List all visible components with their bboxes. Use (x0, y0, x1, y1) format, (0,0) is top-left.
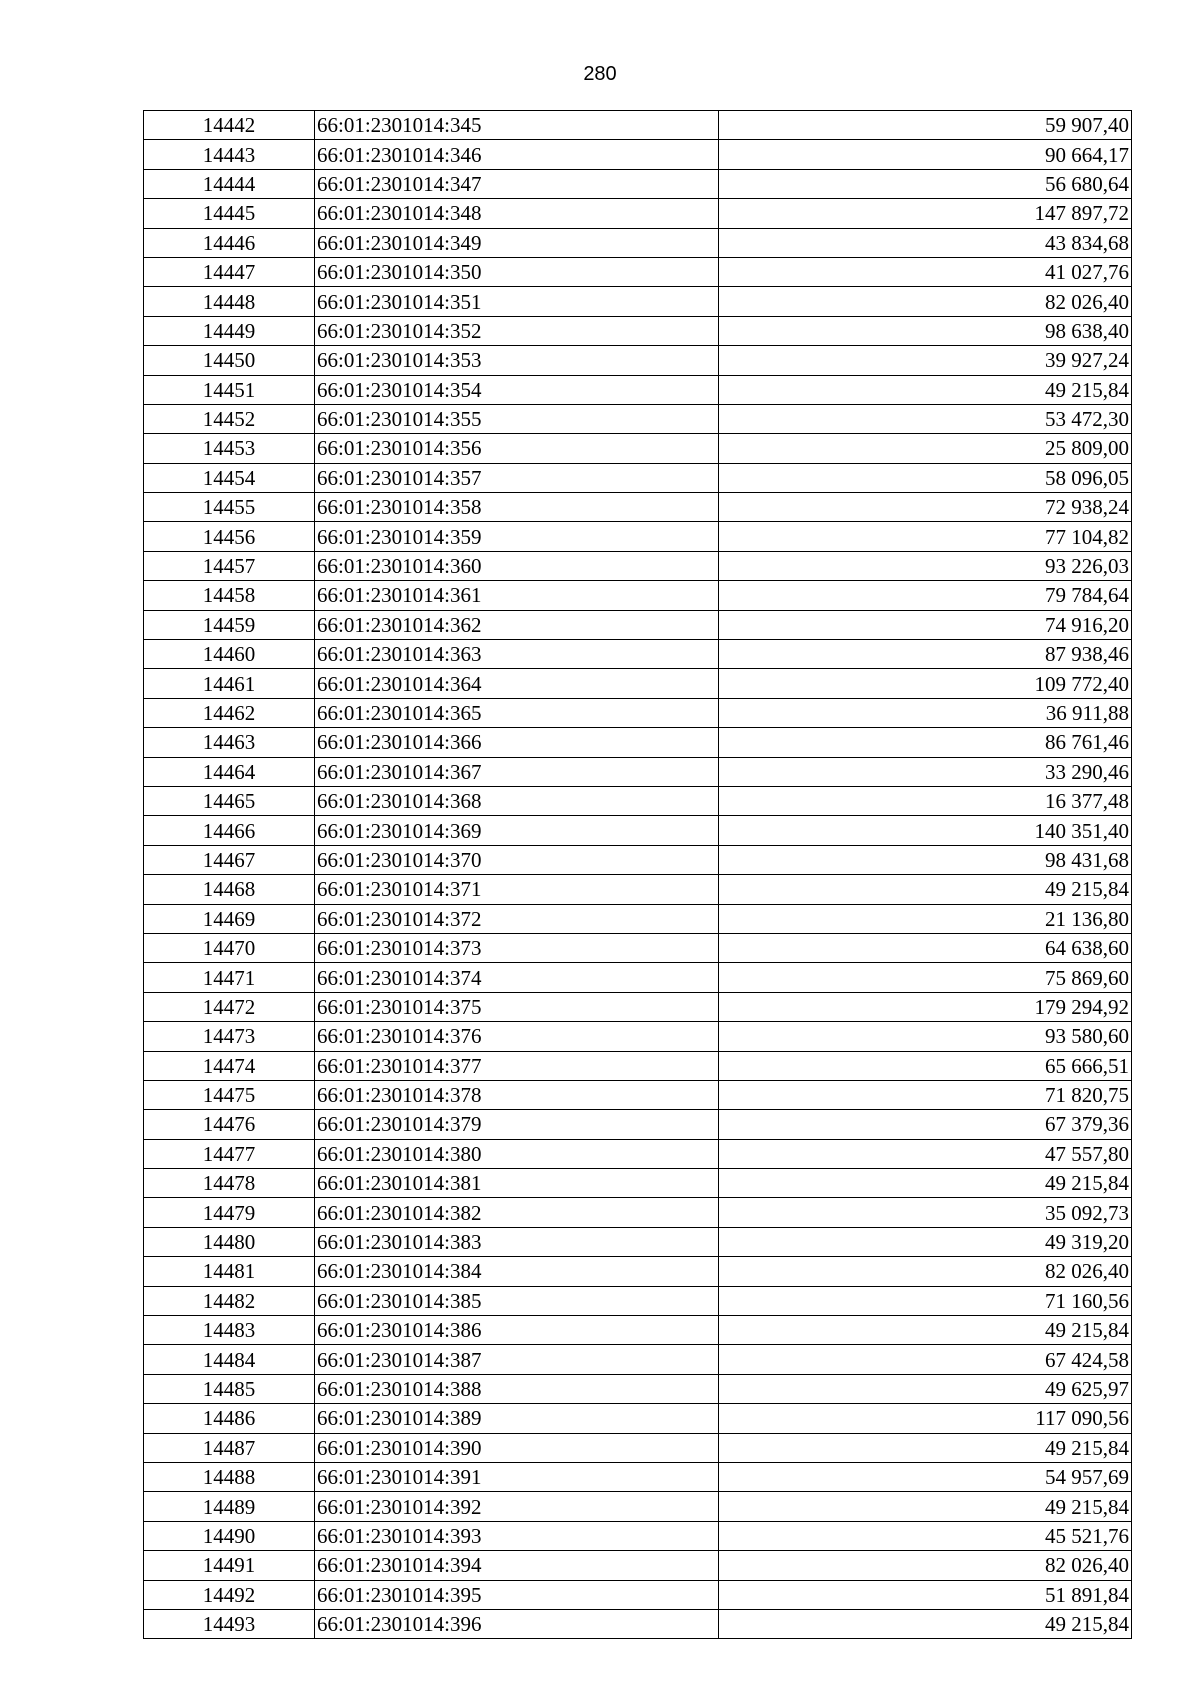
row-number-cell: 14454 (144, 463, 315, 492)
table-row (144, 493, 1132, 522)
cadastral-value-cell: 39 927,24 (719, 346, 1132, 375)
table-row (144, 698, 1132, 727)
cadastral-value-cell: 47 557,80 (719, 1139, 1132, 1168)
row-number-cell: 14485 (144, 1374, 315, 1403)
cadastral-value-cell: 25 809,00 (719, 434, 1132, 463)
table-row (144, 992, 1132, 1021)
cadastral-value-cell: 35 092,73 (719, 1198, 1132, 1227)
cadastral-value-cell: 49 625,97 (719, 1374, 1132, 1403)
cadastral-number-cell: 66:01:2301014:345 (315, 111, 719, 140)
cadastral-number-cell: 66:01:2301014:352 (315, 316, 719, 345)
cadastral-value-cell: 98 431,68 (719, 845, 1132, 874)
cadastral-value-cell: 71 820,75 (719, 1080, 1132, 1109)
row-number-cell: 14475 (144, 1080, 315, 1109)
cadastral-value-cell: 58 096,05 (719, 463, 1132, 492)
table-row (144, 1580, 1132, 1609)
cadastral-value-cell: 64 638,60 (719, 933, 1132, 962)
row-number-cell: 14492 (144, 1580, 315, 1609)
row-number-cell: 14472 (144, 992, 315, 1021)
cadastral-number-cell: 66:01:2301014:354 (315, 375, 719, 404)
cadastral-value-cell: 72 938,24 (719, 493, 1132, 522)
cadastral-number-cell: 66:01:2301014:390 (315, 1433, 719, 1462)
row-number-cell: 14451 (144, 375, 315, 404)
row-number-cell: 14493 (144, 1609, 315, 1638)
cadastral-number-cell: 66:01:2301014:375 (315, 992, 719, 1021)
row-number-cell: 14484 (144, 1345, 315, 1374)
table-row (144, 316, 1132, 345)
table-row (144, 904, 1132, 933)
cadastral-number-cell: 66:01:2301014:376 (315, 1022, 719, 1051)
row-number-cell: 14453 (144, 434, 315, 463)
cadastral-number-cell: 66:01:2301014:357 (315, 463, 719, 492)
cadastral-number-cell: 66:01:2301014:349 (315, 228, 719, 257)
row-number-cell: 14449 (144, 316, 315, 345)
row-number-cell: 14481 (144, 1257, 315, 1286)
row-number-cell: 14482 (144, 1286, 315, 1315)
cadastral-value-cell: 117 090,56 (719, 1404, 1132, 1433)
table-row (144, 111, 1132, 140)
cadastral-value-cell: 109 772,40 (719, 669, 1132, 698)
cadastral-value-cell: 49 215,84 (719, 1316, 1132, 1345)
cadastral-number-cell: 66:01:2301014:366 (315, 728, 719, 757)
cadastral-number-cell: 66:01:2301014:371 (315, 875, 719, 904)
row-number-cell: 14467 (144, 845, 315, 874)
table-row (144, 1169, 1132, 1198)
cadastral-number-cell: 66:01:2301014:360 (315, 551, 719, 580)
table-row (144, 669, 1132, 698)
row-number-cell: 14468 (144, 875, 315, 904)
table-row (144, 1492, 1132, 1521)
cadastral-value-cell: 87 938,46 (719, 640, 1132, 669)
cadastral-value-cell: 98 638,40 (719, 316, 1132, 345)
row-number-cell: 14489 (144, 1492, 315, 1521)
row-number-cell: 14450 (144, 346, 315, 375)
table-row (144, 963, 1132, 992)
cadastral-number-cell: 66:01:2301014:355 (315, 404, 719, 433)
row-number-cell: 14461 (144, 669, 315, 698)
row-number-cell: 14491 (144, 1551, 315, 1580)
table-row (144, 1286, 1132, 1315)
cadastral-value-cell: 53 472,30 (719, 404, 1132, 433)
cadastral-number-cell: 66:01:2301014:363 (315, 640, 719, 669)
cadastral-value-cell: 147 897,72 (719, 199, 1132, 228)
table-row (144, 640, 1132, 669)
cadastral-number-cell: 66:01:2301014:385 (315, 1286, 719, 1315)
cadastral-value-cell: 49 215,84 (719, 1169, 1132, 1198)
cadastral-number-cell: 66:01:2301014:388 (315, 1374, 719, 1403)
cadastral-value-cell: 65 666,51 (719, 1051, 1132, 1080)
cadastral-number-cell: 66:01:2301014:370 (315, 845, 719, 874)
cadastral-value-cell: 93 226,03 (719, 551, 1132, 580)
cadastral-value-cell: 49 215,84 (719, 1609, 1132, 1638)
cadastral-value-cell: 90 664,17 (719, 140, 1132, 169)
cadastral-number-cell: 66:01:2301014:386 (315, 1316, 719, 1345)
row-number-cell: 14446 (144, 228, 315, 257)
table-row (144, 816, 1132, 845)
table-row (144, 1345, 1132, 1374)
cadastral-number-cell: 66:01:2301014:364 (315, 669, 719, 698)
cadastral-number-cell: 66:01:2301014:348 (315, 199, 719, 228)
row-number-cell: 14456 (144, 522, 315, 551)
cadastral-number-cell: 66:01:2301014:377 (315, 1051, 719, 1080)
table-row (144, 199, 1132, 228)
cadastral-value-cell: 49 215,84 (719, 375, 1132, 404)
cadastral-value-cell: 79 784,64 (719, 581, 1132, 610)
table-row (144, 1051, 1132, 1080)
table-row (144, 1404, 1132, 1433)
cadastral-number-cell: 66:01:2301014:393 (315, 1521, 719, 1550)
row-number-cell: 14465 (144, 786, 315, 815)
cadastral-value-cell: 49 215,84 (719, 1433, 1132, 1462)
row-number-cell: 14443 (144, 140, 315, 169)
table-body (144, 111, 1132, 1639)
table-row (144, 875, 1132, 904)
row-number-cell: 14477 (144, 1139, 315, 1168)
table-row (144, 1316, 1132, 1345)
cadastral-number-cell: 66:01:2301014:383 (315, 1227, 719, 1256)
cadastral-number-cell: 66:01:2301014:380 (315, 1139, 719, 1168)
cadastral-number-cell: 66:01:2301014:391 (315, 1462, 719, 1491)
row-number-cell: 14471 (144, 963, 315, 992)
row-number-cell: 14466 (144, 816, 315, 845)
table-row (144, 845, 1132, 874)
cadastral-value-cell: 49 319,20 (719, 1227, 1132, 1256)
row-number-cell: 14483 (144, 1316, 315, 1345)
cadastral-number-cell: 66:01:2301014:384 (315, 1257, 719, 1286)
row-number-cell: 14462 (144, 698, 315, 727)
row-number-cell: 14457 (144, 551, 315, 580)
cadastral-value-cell: 16 377,48 (719, 786, 1132, 815)
cadastral-number-cell: 66:01:2301014:347 (315, 169, 719, 198)
row-number-cell: 14478 (144, 1169, 315, 1198)
cadastral-number-cell: 66:01:2301014:346 (315, 140, 719, 169)
table-row (144, 1462, 1132, 1491)
cadastral-number-cell: 66:01:2301014:351 (315, 287, 719, 316)
row-number-cell: 14460 (144, 640, 315, 669)
table-row (144, 786, 1132, 815)
cadastral-value-cell: 86 761,46 (719, 728, 1132, 757)
cadastral-number-cell: 66:01:2301014:374 (315, 963, 719, 992)
row-number-cell: 14470 (144, 933, 315, 962)
row-number-cell: 14487 (144, 1433, 315, 1462)
cadastral-number-cell: 66:01:2301014:373 (315, 933, 719, 962)
table-row (144, 933, 1132, 962)
row-number-cell: 14452 (144, 404, 315, 433)
cadastral-number-cell: 66:01:2301014:350 (315, 257, 719, 286)
row-number-cell: 14480 (144, 1227, 315, 1256)
row-number-cell: 14458 (144, 581, 315, 610)
cadastral-number-cell: 66:01:2301014:362 (315, 610, 719, 639)
table-row (144, 1257, 1132, 1286)
row-number-cell: 14459 (144, 610, 315, 639)
table-row (144, 757, 1132, 786)
table-row (144, 1022, 1132, 1051)
cadastral-number-cell: 66:01:2301014:378 (315, 1080, 719, 1109)
table-row (144, 1080, 1132, 1109)
table-row (144, 1433, 1132, 1462)
cadastral-value-cell: 43 834,68 (719, 228, 1132, 257)
row-number-cell: 14445 (144, 199, 315, 228)
table-row (144, 375, 1132, 404)
cadastral-value-cell: 82 026,40 (719, 1257, 1132, 1286)
table-row (144, 1139, 1132, 1168)
row-number-cell: 14469 (144, 904, 315, 933)
cadastral-number-cell: 66:01:2301014:381 (315, 1169, 719, 1198)
cadastral-number-cell: 66:01:2301014:382 (315, 1198, 719, 1227)
cadastral-number-cell: 66:01:2301014:356 (315, 434, 719, 463)
cadastral-value-cell: 179 294,92 (719, 992, 1132, 1021)
row-number-cell: 14486 (144, 1404, 315, 1433)
cadastral-value-cell: 59 907,40 (719, 111, 1132, 140)
cadastral-number-cell: 66:01:2301014:389 (315, 1404, 719, 1433)
table-row (144, 728, 1132, 757)
table-row (144, 287, 1132, 316)
table-row (144, 1198, 1132, 1227)
cadastral-value-cell: 56 680,64 (719, 169, 1132, 198)
cadastral-number-cell: 66:01:2301014:396 (315, 1609, 719, 1638)
cadastral-number-cell: 66:01:2301014:395 (315, 1580, 719, 1609)
table-row (144, 346, 1132, 375)
cadastral-value-cell: 75 869,60 (719, 963, 1132, 992)
table-row (144, 1551, 1132, 1580)
cadastral-number-cell: 66:01:2301014:369 (315, 816, 719, 845)
cadastral-number-cell: 66:01:2301014:368 (315, 786, 719, 815)
cadastral-number-cell: 66:01:2301014:387 (315, 1345, 719, 1374)
cadastral-number-cell: 66:01:2301014:379 (315, 1110, 719, 1139)
cadastral-number-cell: 66:01:2301014:365 (315, 698, 719, 727)
table-row (144, 434, 1132, 463)
cadastral-number-cell: 66:01:2301014:361 (315, 581, 719, 610)
cadastral-value-cell: 140 351,40 (719, 816, 1132, 845)
cadastral-value-cell: 82 026,40 (719, 1551, 1132, 1580)
cadastral-value-cell: 71 160,56 (719, 1286, 1132, 1315)
table-row (144, 551, 1132, 580)
row-number-cell: 14479 (144, 1198, 315, 1227)
table-row (144, 581, 1132, 610)
row-number-cell: 14444 (144, 169, 315, 198)
cadastral-number-cell: 66:01:2301014:353 (315, 346, 719, 375)
row-number-cell: 14490 (144, 1521, 315, 1550)
page-number: 280 (583, 63, 617, 85)
table-row (144, 1521, 1132, 1550)
table-row (144, 610, 1132, 639)
table-row (144, 1227, 1132, 1256)
cadastral-value-cell: 33 290,46 (719, 757, 1132, 786)
row-number-cell: 14448 (144, 287, 315, 316)
row-number-cell: 14442 (144, 111, 315, 140)
cadastral-number-cell: 66:01:2301014:372 (315, 904, 719, 933)
cadastral-value-cell: 21 136,80 (719, 904, 1132, 933)
cadastral-number-cell: 66:01:2301014:394 (315, 1551, 719, 1580)
cadastral-number-cell: 66:01:2301014:359 (315, 522, 719, 551)
cadastral-value-cell: 54 957,69 (719, 1462, 1132, 1491)
row-number-cell: 14473 (144, 1022, 315, 1051)
table-row (144, 140, 1132, 169)
cadastral-value-cell: 67 424,58 (719, 1345, 1132, 1374)
table-row (144, 169, 1132, 198)
table-row (144, 1110, 1132, 1139)
cadastral-value-cell: 36 911,88 (719, 698, 1132, 727)
cadastral-number-cell: 66:01:2301014:358 (315, 493, 719, 522)
cadastral-value-cell: 82 026,40 (719, 287, 1132, 316)
table-row (144, 228, 1132, 257)
cadastral-value-table (143, 110, 1132, 1639)
cadastral-number-cell: 66:01:2301014:367 (315, 757, 719, 786)
table-row (144, 1609, 1132, 1638)
row-number-cell: 14455 (144, 493, 315, 522)
table-row (144, 522, 1132, 551)
cadastral-value-cell: 45 521,76 (719, 1521, 1132, 1550)
table-row (144, 463, 1132, 492)
row-number-cell: 14447 (144, 257, 315, 286)
cadastral-value-cell: 93 580,60 (719, 1022, 1132, 1051)
row-number-cell: 14464 (144, 757, 315, 786)
cadastral-value-cell: 74 916,20 (719, 610, 1132, 639)
cadastral-value-cell: 77 104,82 (719, 522, 1132, 551)
cadastral-value-cell: 49 215,84 (719, 1492, 1132, 1521)
cadastral-value-cell: 41 027,76 (719, 257, 1132, 286)
row-number-cell: 14463 (144, 728, 315, 757)
cadastral-value-cell: 51 891,84 (719, 1580, 1132, 1609)
row-number-cell: 14474 (144, 1051, 315, 1080)
table-row (144, 1374, 1132, 1403)
row-number-cell: 14476 (144, 1110, 315, 1139)
cadastral-number-cell: 66:01:2301014:392 (315, 1492, 719, 1521)
cadastral-value-cell: 49 215,84 (719, 875, 1132, 904)
row-number-cell: 14488 (144, 1462, 315, 1491)
table-row (144, 404, 1132, 433)
table-row (144, 257, 1132, 286)
cadastral-value-cell: 67 379,36 (719, 1110, 1132, 1139)
